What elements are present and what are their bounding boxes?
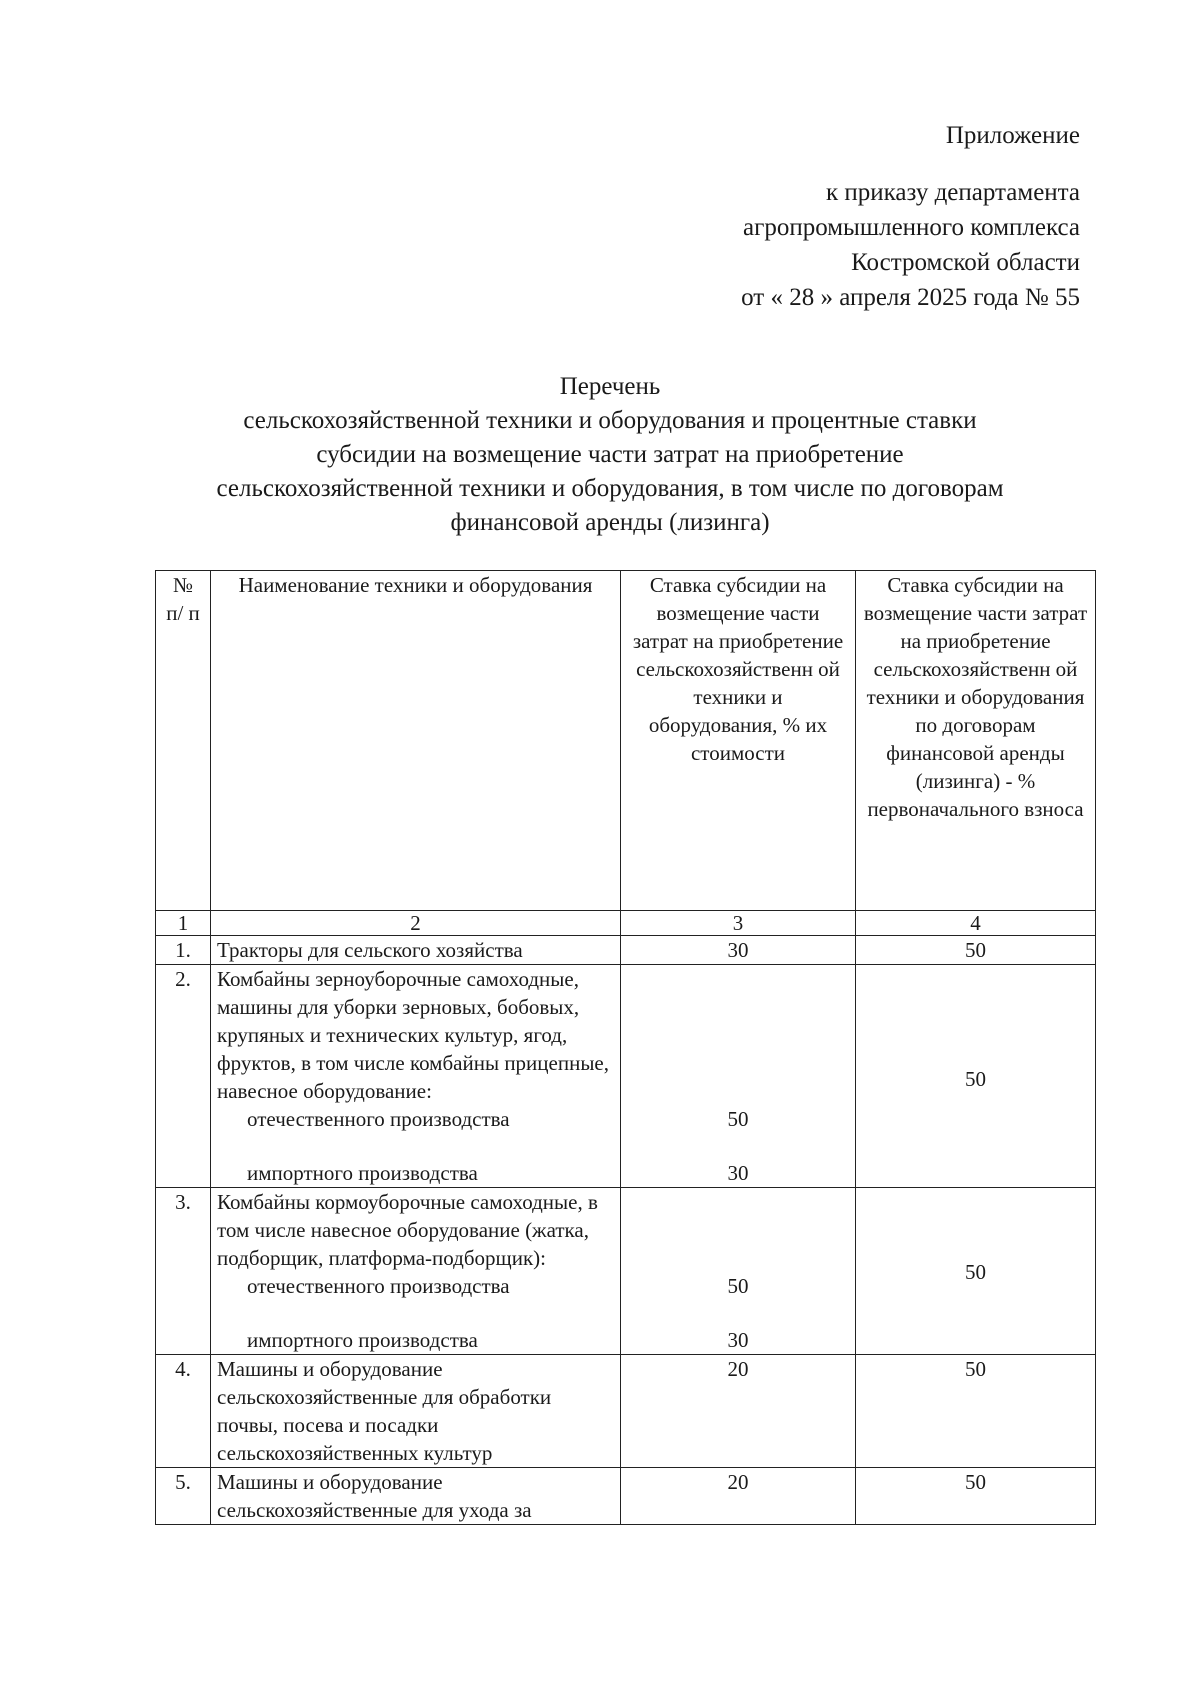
row-name: Комбайны кормоуборочные самоходные, в том числе навесное оборудование (жатка, подборщик, платформа-подборщик):	[217, 1190, 598, 1270]
table-row	[156, 1188, 1096, 1355]
row-cell-name	[211, 965, 621, 1188]
row-cell-name	[211, 1188, 621, 1355]
rate-lease: 50	[856, 1355, 1096, 1468]
document-title	[150, 370, 1070, 540]
col-number: 4	[856, 911, 1096, 936]
rate-lease: 50	[856, 965, 1096, 1188]
row-sub-domestic: отечественного производства	[247, 1274, 510, 1298]
rate-cost: 30	[621, 936, 856, 965]
row-sub-import: импортного производства	[247, 1328, 478, 1352]
rate-cost-cell	[621, 965, 856, 1188]
table-row	[156, 1468, 1096, 1525]
rate-cost: 20	[621, 1468, 856, 1525]
header-row	[156, 571, 1096, 911]
subsidy-rates-table	[155, 570, 1096, 1525]
rate-import: 30	[727, 1161, 749, 1185]
rate-domestic: 50	[727, 1274, 749, 1298]
row-sub-domestic: отечественного производства	[247, 1107, 510, 1131]
table-row	[156, 1355, 1096, 1468]
row-number: 3.	[156, 1188, 211, 1355]
row-name: Машины и оборудование сельскохозяйственные для ухода за	[211, 1468, 621, 1525]
title-line: финансовой аренды (лизинга)	[450, 509, 770, 536]
appendix-line: к приказу департамента	[825, 179, 1080, 206]
row-number: 4.	[156, 1355, 211, 1468]
row-number: 2.	[156, 965, 211, 1188]
row-number: 1.	[156, 936, 211, 965]
col-number: 3	[621, 911, 856, 936]
rate-lease: 50	[856, 936, 1096, 965]
rate-import: 30	[727, 1328, 749, 1352]
row-number: 5.	[156, 1468, 211, 1525]
table-row	[156, 965, 1096, 1188]
appendix-block	[741, 118, 1080, 315]
appendix-order-date: от « 28 » апреля 2025 года № 55	[741, 284, 1080, 311]
row-name: Тракторы для сельского хозяйства	[211, 936, 621, 965]
table-row	[156, 936, 1096, 965]
header-rate-lease: Ставка субсидии на возмещение части затрат на приобретение сельскохозяйственн ой техники и оборудования по договорам финансовой аренды (лизинга) - % первоначального взноса	[856, 571, 1096, 911]
header-rate-cost: Ставка субсидии на возмещение части затрат на приобретение сельскохозяйственн ой техники и оборудования, % их стоимости	[621, 571, 856, 911]
col-number: 2	[211, 911, 621, 936]
title-line: сельскохозяйственной техники и оборудования и процентные ставки	[243, 407, 977, 434]
appendix-line: Костромской области	[851, 249, 1080, 276]
title-line: Перечень	[559, 373, 661, 400]
row-sub-import: импортного производства	[247, 1161, 478, 1185]
appendix-title: Приложение	[945, 122, 1080, 149]
appendix-line: агропромышленного комплекса	[742, 214, 1080, 241]
title-line: сельскохозяйственной техники и оборудования, в том числе по договорам	[216, 475, 1004, 502]
title-line: субсидии на возмещение части затрат на приобретение	[316, 441, 904, 468]
rate-lease: 50	[856, 1188, 1096, 1355]
header-name: Наименование техники и оборудования	[211, 571, 621, 911]
header-no: № п/ п	[156, 571, 211, 911]
col-number: 1	[156, 911, 211, 936]
rate-cost-cell	[621, 1188, 856, 1355]
rate-lease: 50	[856, 1468, 1096, 1525]
rate-cost: 20	[621, 1355, 856, 1468]
row-name: Машины и оборудование сельскохозяйственные для обработки почвы, посева и посадки сельскохозяйственных культур	[211, 1355, 621, 1468]
column-number-row	[156, 911, 1096, 936]
rate-domestic: 50	[727, 1107, 749, 1131]
row-name: Комбайны зерноуборочные самоходные, машины для уборки зерновых, бобовых, крупяных и технических культур, ягод, фруктов, в том числе комбайны прицепные, навесное оборудование:	[217, 967, 610, 1103]
